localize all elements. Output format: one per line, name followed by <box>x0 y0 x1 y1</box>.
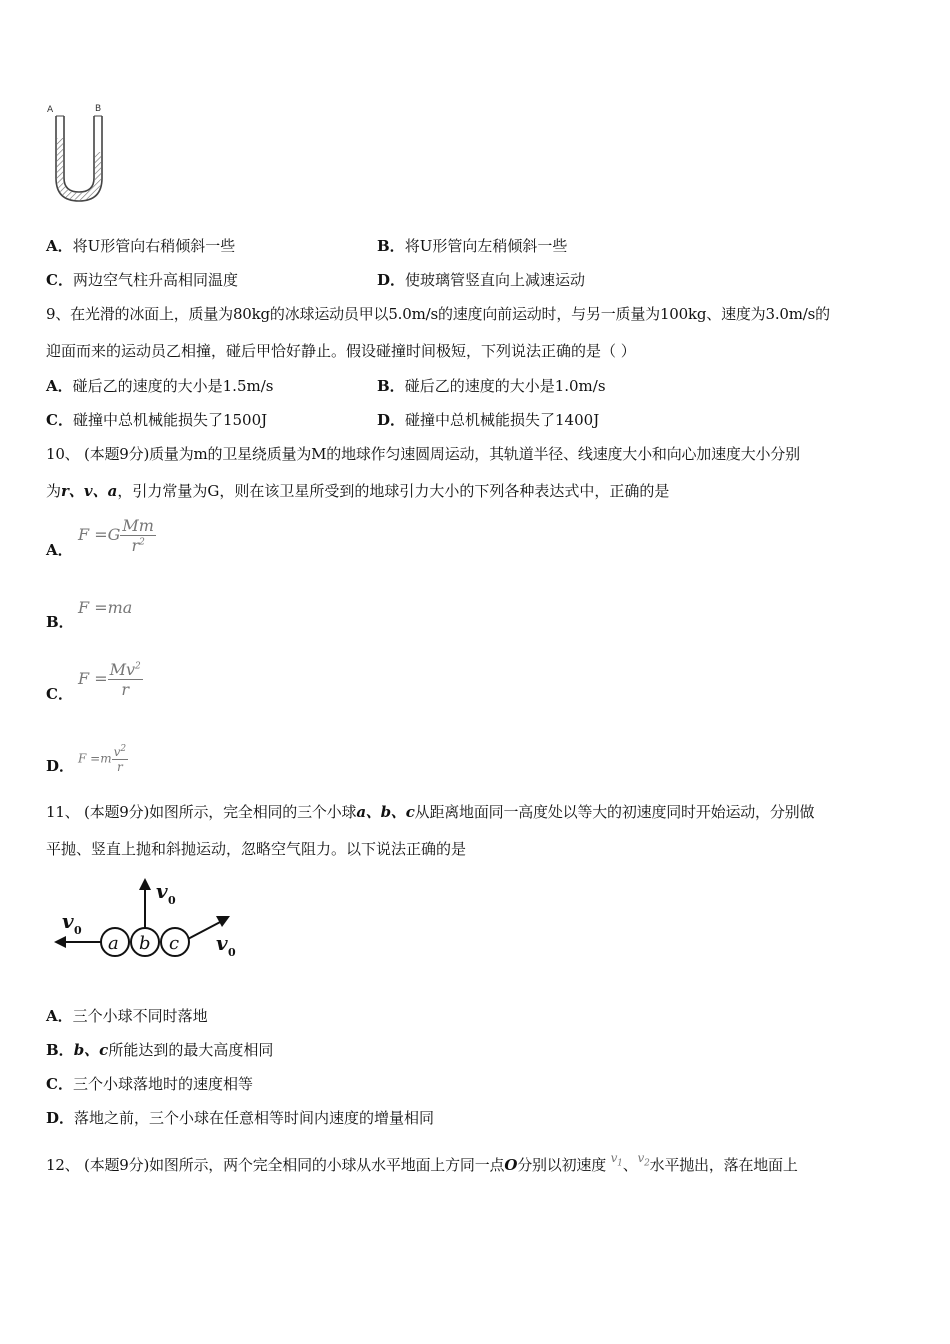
option-key: C． <box>46 685 73 703</box>
stem-text: 水平抛出，落在地面上 <box>649 1156 798 1174</box>
stem-text: 12、 (本题9分)如图所示，两个完全相同的小球从水平地面上方同一点 <box>46 1156 505 1174</box>
stem-text: 为 <box>46 482 62 500</box>
formula-denominator: r <box>116 760 123 774</box>
option-text: 碰后乙的速度的大小是1.0m/s <box>404 377 606 395</box>
velocity-symbol: v <box>637 1151 645 1165</box>
q8-option-a[interactable] <box>46 236 235 256</box>
option-key: D． <box>377 271 406 289</box>
option-text: 三个小球落地时的速度相等 <box>72 1075 253 1093</box>
q11-stem-line1 <box>46 802 814 822</box>
velocity-v2 <box>637 1151 650 1169</box>
formula-exponent: 2 <box>135 661 141 672</box>
option-key: C． <box>46 271 73 289</box>
ball-label-a: a <box>108 933 119 954</box>
option-key: A． <box>46 1007 73 1025</box>
q11-option-a[interactable] <box>46 1006 208 1026</box>
formula-exponent: 2 <box>120 744 127 754</box>
arrowhead-icon <box>139 878 151 890</box>
q10-option-a-key[interactable] <box>46 540 73 560</box>
q10-option-b-key[interactable] <box>46 612 74 632</box>
option-key: B． <box>46 1041 74 1059</box>
formula-exponent: 2 <box>139 537 145 548</box>
velocity-label-a: v <box>62 909 74 933</box>
option-key: C． <box>46 411 73 429</box>
option-text: 碰撞中总机械能损失了1400J <box>405 411 600 429</box>
option-text: 两边空气柱升高相同温度 <box>72 271 238 289</box>
velocity-sub-b: 0 <box>168 894 176 907</box>
option-text: 落地之前，三个小球在任意相等时间内速度的增量相同 <box>74 1109 435 1127</box>
option-key: C． <box>46 1075 73 1093</box>
q11-option-b[interactable] <box>46 1040 273 1060</box>
option-key: A． <box>46 237 73 255</box>
q9-option-d[interactable] <box>377 410 599 430</box>
option-vars: b、c <box>73 1041 109 1059</box>
q8-option-c[interactable] <box>46 270 238 290</box>
option-key: D． <box>46 1109 75 1127</box>
q9-option-a[interactable] <box>46 376 273 396</box>
stem-text: 从距离地面同一高度处以等大的初速度同时开始运动，分别做 <box>414 803 815 821</box>
option-text: 所能达到的最大高度相同 <box>108 1041 274 1059</box>
three-balls-figure <box>44 872 244 964</box>
q8-option-d[interactable] <box>377 270 585 290</box>
q11-option-c[interactable] <box>46 1074 253 1094</box>
formula-numerator: v <box>113 745 121 759</box>
formula-numerator: Mm <box>122 516 154 535</box>
q9-stem-line1: 9、在光滑的冰面上，质量为80kg的冰球运动员甲以5.0m/s的速度向前运动时，与另一质量为100kg、速度为3.0m/s的 <box>46 305 830 323</box>
q10-formula-a <box>78 516 156 555</box>
option-key: B． <box>377 237 405 255</box>
stem-text: 11、 (本题9分)如图所示，完全相同的三个小球 <box>46 803 357 821</box>
formula-lhs: F =G <box>78 525 121 544</box>
velocity-subscript: 2 <box>644 1158 650 1169</box>
q10-formula-b: F =ma <box>78 598 133 617</box>
stem-text: ，引力常量为G，则在该卫星所受到的地球引力大小的下列各种表达式中，正确的是 <box>117 482 670 500</box>
velocity-v1 <box>610 1151 623 1169</box>
q10-stem-line1: 10、 (本题9分)质量为m的卫星绕质量为M的地球作匀速圆周运动，其轨道半径、线速度大小和向心加速度大小分别 <box>46 445 800 463</box>
velocity-sub-c: 0 <box>228 946 236 959</box>
option-text: 使玻璃管竖直向上减速运动 <box>405 271 586 289</box>
formula-lhs: F = <box>78 669 108 688</box>
formula-denominator: r <box>131 536 140 555</box>
arrowhead-icon <box>216 916 230 927</box>
q10-stem-line2 <box>46 481 669 501</box>
q10-option-c-key[interactable] <box>46 684 73 704</box>
tube-label-a: A <box>47 105 54 115</box>
formula-lhs: F =m <box>78 751 112 766</box>
arrowhead-icon <box>54 936 66 948</box>
stem-text: 分别以初速度 <box>517 1156 606 1174</box>
q9-option-b[interactable] <box>377 376 606 396</box>
option-key: B． <box>46 613 74 631</box>
option-key: A． <box>46 541 73 559</box>
q12-stem-line1 <box>46 1151 798 1181</box>
option-key: A． <box>46 377 73 395</box>
ball-label-c: c <box>169 933 180 954</box>
velocity-symbol: v <box>610 1151 618 1165</box>
option-key: B． <box>377 377 405 395</box>
formula-numerator: Mv <box>109 660 136 679</box>
point-o: O <box>504 1156 518 1174</box>
q9-option-c[interactable] <box>46 410 267 430</box>
q9-stem-line2: 迎面而来的运动员乙相撞，碰后甲恰好静止。假设碰撞时间极短，下列说法正确的是（ ） <box>46 342 636 360</box>
option-text: 将U形管向右稍倾斜一些 <box>72 237 236 255</box>
q10-formula-c <box>78 660 143 699</box>
option-text: 将U形管向左稍倾斜一些 <box>404 237 568 255</box>
formula-denominator: r <box>121 680 129 699</box>
ball-label-b: b <box>139 933 151 954</box>
q11-option-d[interactable] <box>46 1108 434 1128</box>
option-text: 三个小球不同时落地 <box>72 1007 208 1025</box>
option-key: D． <box>46 757 75 775</box>
u-tube-figure <box>44 100 114 206</box>
stem-vars: a、b、c <box>356 803 415 821</box>
q10-option-d-key[interactable] <box>46 756 74 776</box>
tube-label-b: B <box>95 104 102 114</box>
q10-formula-d <box>78 744 128 774</box>
option-key: D． <box>377 411 406 429</box>
stem-vars: r、v、a <box>61 482 118 500</box>
velocity-label-b: v <box>156 879 168 903</box>
option-text: 碰撞中总机械能损失了1500J <box>72 411 268 429</box>
q11-stem-line2: 平抛、竖直上抛和斜抛运动，忽略空气阻力。以下说法正确的是 <box>46 840 467 858</box>
velocity-subscript: 1 <box>617 1158 623 1169</box>
stem-separator: 、 <box>622 1156 638 1174</box>
option-text: 碰后乙的速度的大小是1.5m/s <box>72 377 274 395</box>
velocity-sub-a: 0 <box>74 924 82 937</box>
q8-option-b[interactable] <box>377 236 567 256</box>
velocity-label-c: v <box>216 931 228 955</box>
